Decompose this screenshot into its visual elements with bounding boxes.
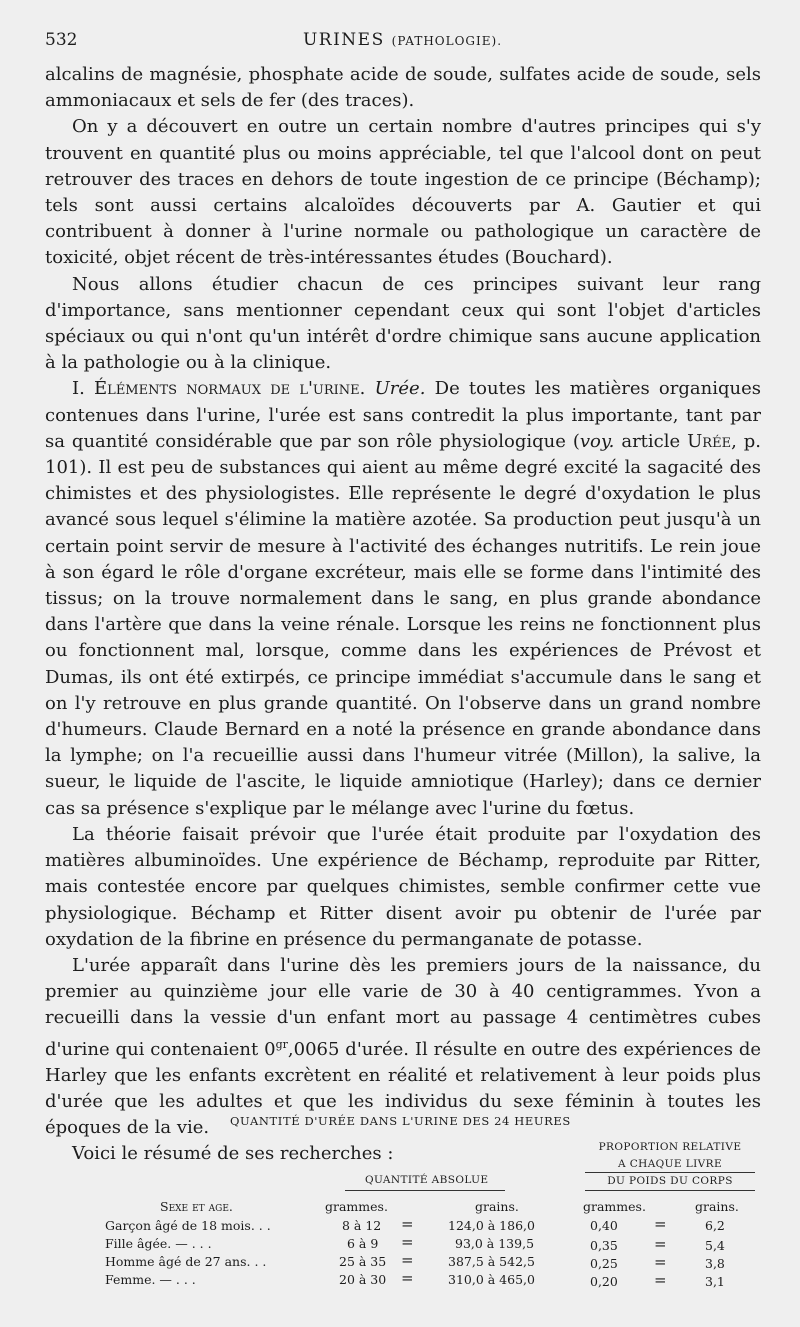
paragraph-1: alcalins de magnésie, phosphate acide de soude, sulfates acide de soude, sels ammoniacaux et sels de fer (des traces).	[45, 64, 761, 112]
row-equals: =	[401, 1269, 414, 1287]
row-grains: 387,5 à 542,5	[448, 1254, 535, 1269]
voy-abbrev: voy.	[579, 430, 615, 452]
row-grammes-relative: 0,35	[590, 1238, 618, 1253]
proportion-rule-bottom	[585, 1190, 755, 1191]
running-title-main: URINES	[302, 30, 385, 50]
uree-reference: Urée	[687, 430, 732, 452]
proportion-header-line-2: A CHAQUE LIVRE	[617, 1158, 723, 1170]
running-title-sub: (PATHOLOGIE).	[391, 34, 503, 48]
absolute-quantity-header: QUANTITÉ ABSOLUE	[365, 1174, 489, 1186]
row-equals: =	[401, 1215, 414, 1233]
article-word: article	[614, 430, 688, 452]
row-grains: 124,0 à 186,0	[448, 1218, 535, 1233]
running-header	[45, 30, 760, 56]
row-grammes: 8 à 12	[342, 1218, 382, 1233]
urea-table	[45, 1110, 761, 1310]
paragraph-4-text-b: , p. 101). Il est peu de substances qui aient au même degré excité la sagacité des chimistes et des physiologistes. Elle représente le degré d'oxydation le plus avancé sous lequel s'élimine la matière azotée. Sa production peut jusqu'à un certain point servir de mesure à l'activité des échanges nutritifs. Le rein joue à son égard le rôle d'organe excréteur, mais elle se forme dans l'intimité des tissus; on la trouve normalement dans le sang, en plus grande abondance dans l'artère que dans la veine rénale. Lorsque les reins ne fonctionnent plus ou fonctionnent mal, lorsque, comme dans les expériences de Prévost et Dumas, ils ont été extirpés, ce principe immédiat s'accumule dans le sang et on l'y retrouve en plus grande quantité. On l'observe dans un grand nombre d'humeurs. Claude Bernard en a noté la présence en grande abondance dans la lymphe; on l'a recueillie aussi dans l'humeur vitrée (Millon), la salive, la sueur, le liquide de l'ascite, le liquide amniotique (Harley); dans ce dernier cas sa présence s'explique par le mélange avec l'urine du fœtus.	[45, 430, 761, 819]
row-label: Garçon âgé de 18 mois. . .	[105, 1218, 271, 1233]
column-sex-age: Sexe et age.	[160, 1199, 233, 1214]
paragraph-7: Voici le résumé de ses recherches :	[72, 1143, 394, 1165]
row-equals-relative: =	[654, 1253, 667, 1271]
column-grains-relative: grains.	[695, 1199, 739, 1214]
paragraph-6-text-a: L'urée apparaît dans l'urine dès les premiers jours de la naissance, du premier au quinzième jour elle varie de 30 à 40 centigrammes. Yvon a recueilli dans la vessie d'un enfant mort au passage 4 centimètres cubes d'urine qui contenaient 0	[45, 954, 761, 1060]
running-title	[45, 30, 760, 50]
row-label: Femme. — . . .	[105, 1272, 196, 1287]
grams-superscript: gr	[275, 1037, 288, 1051]
row-grammes: 20 à 30	[339, 1272, 387, 1287]
page-number: 532	[45, 30, 78, 50]
row-grains: 93,0 à 139,5	[455, 1236, 535, 1251]
row-grains-relative: 5,4	[705, 1238, 725, 1253]
row-equals: =	[401, 1233, 414, 1251]
absolute-rule	[345, 1190, 505, 1191]
row-grains-relative: 3,1	[705, 1274, 725, 1289]
paragraph-2: On y a découvert en outre un certain nombre d'autres principes qui s'y trouvent en quantité plus ou moins appréciable, tel que l'alcool dont on peut retrouver des traces en dehors de toute ingestion de ce principe (Béchamp); tels sont aussi certains alcaloïdes découverts par A. Gautier et qui contribuent à donner à l'urine normale ou pathologique un caractère de toxicité, objet récent de très-intéressantes études (Bouchard).	[45, 116, 761, 269]
body-text	[45, 62, 761, 1168]
row-grammes: 6 à 9	[347, 1236, 379, 1251]
row-grammes-relative: 0,40	[590, 1218, 618, 1233]
section-heading: I. Éléments normaux de l'urine.	[72, 378, 366, 400]
column-grains: grains.	[475, 1199, 519, 1214]
row-label: Homme âgé de 27 ans. . .	[105, 1254, 267, 1269]
subsection-title: Urée.	[374, 378, 426, 400]
column-grammes: grammes.	[325, 1199, 388, 1214]
row-equals: =	[401, 1251, 414, 1269]
row-grains: 310,0 à 465,0	[448, 1272, 535, 1287]
column-grammes-relative: grammes.	[583, 1199, 646, 1214]
paragraph-3: Nous allons étudier chacun de ces principes suivant leur rang d'importance, sans mentionner cependant ceux qui sont l'objet d'articles spéciaux ou qui n'ont qu'un intérêt d'ordre chimique sans aucune application à la pathologie ou à la clinique.	[45, 273, 761, 374]
row-label: Fille âgée. — . . .	[105, 1236, 212, 1251]
proportion-header-line-3: DU POIDS DU CORPS	[607, 1175, 733, 1187]
table-title: QUANTITÉ D'URÉE DANS L'URINE DES 24 HEURES	[230, 1114, 571, 1128]
proportion-header-line-1: PROPORTION RELATIVE	[598, 1141, 742, 1153]
row-grammes-relative: 0,20	[590, 1274, 618, 1289]
row-grammes-relative: 0,25	[590, 1256, 618, 1271]
paragraph-6-text-b: ,0065 d'urée. Il résulte en outre des expériences de Harley que les enfants excrètent en réalité et relativement à leur poids plus d'urée que les adultes et que les individus du sexe féminin à toutes les époques de la vie.	[45, 1038, 761, 1139]
row-equals-relative: =	[654, 1271, 667, 1289]
row-grammes: 25 à 35	[339, 1254, 387, 1269]
row-grains-relative: 3,8	[705, 1256, 725, 1271]
row-equals-relative: =	[654, 1235, 667, 1253]
proportion-rule-top	[585, 1172, 755, 1173]
paragraph-4	[45, 376, 761, 821]
row-grains-relative: 6,2	[705, 1218, 725, 1233]
paragraph-5: La théorie faisait prévoir que l'urée était produite par l'oxydation des matières albuminoïdes. Une expérience de Béchamp, reproduite par Ritter, mais contestée encore par quelques chimistes, semble confirmer cette vue physiologique. Béchamp et Ritter disent avoir pu obtenir de l'urée par oxydation de la fibrine en présence du permanganate de potasse.	[45, 823, 761, 950]
paragraph-4-text-a: De toutes les matières organiques contenues dans l'urine, l'urée est sans contredit la plus importante, tant par sa quantité considérable que par son rôle physiologique (	[45, 378, 761, 452]
row-equals-relative: =	[654, 1215, 667, 1233]
